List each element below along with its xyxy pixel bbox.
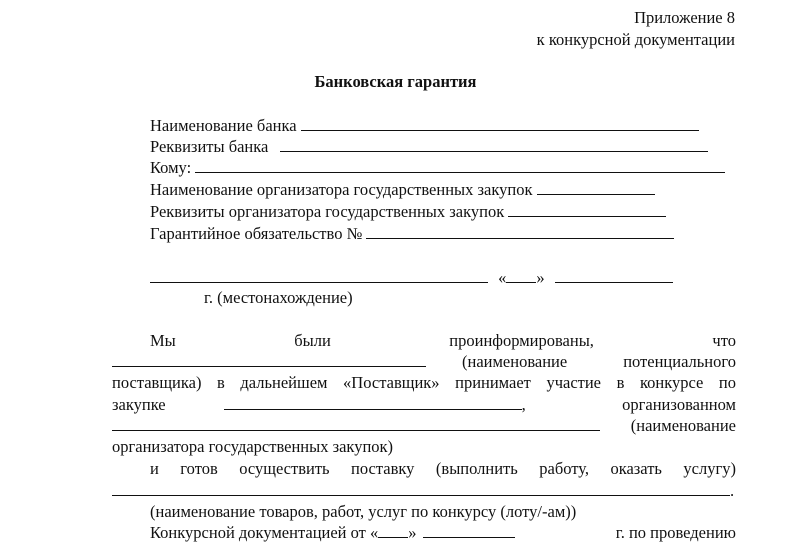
tender-close-quote: »	[408, 523, 417, 542]
city-location-label: г. (местонахождение)	[204, 288, 353, 307]
body-line-1	[150, 331, 736, 351]
procurement-blank	[224, 395, 522, 410]
recipient-blank	[195, 158, 725, 173]
appendix-subtitle: к конкурсной документации	[536, 30, 735, 49]
body-line-10	[150, 523, 736, 543]
supplier-potential-hint: потенциального	[623, 352, 736, 371]
tender-month-blank	[423, 523, 515, 538]
organizer-details-label: Реквизиты организатора государственных закупок	[150, 202, 505, 221]
organizer-hint: (наименование	[630, 416, 736, 435]
tender-conduct-label: г. по проведению	[615, 523, 736, 542]
goods-blank	[112, 481, 730, 496]
body-word-we: Мы	[150, 331, 176, 350]
body-line-4	[112, 395, 736, 415]
supplier-name-blank	[112, 352, 426, 367]
tender-day-blank	[378, 523, 408, 538]
bank-name-row	[150, 116, 699, 136]
date-open-quote: «	[498, 268, 507, 287]
body-line-3: поставщика) в дальнейшем «Поставщик» принимает участие в конкурсе по	[112, 373, 736, 392]
place-blank	[150, 268, 488, 283]
body-line-2	[112, 352, 736, 372]
bank-name-blank	[301, 116, 699, 131]
organizer-name-blank	[537, 180, 655, 195]
procurement-comma: ,	[521, 395, 526, 414]
goods-period: .	[730, 481, 735, 500]
body-line-7: и готов осуществить поставку (выполнить работу, оказать услугу)	[150, 459, 736, 478]
bank-details-row	[150, 137, 708, 157]
month-year-blank	[555, 268, 673, 283]
appendix-number: Приложение 8	[634, 8, 735, 27]
organized-by-label: организованном	[622, 395, 736, 414]
guarantee-number-label: Гарантийное обязательство №	[150, 224, 363, 243]
tender-doc-from: Конкурсной документацией от «	[150, 523, 379, 542]
document-title: Банковская гарантия	[314, 72, 477, 91]
organizer-name-row	[150, 180, 655, 200]
guarantee-number-row	[150, 224, 674, 244]
bank-name-label: Наименование банка	[150, 116, 297, 135]
body-line-9: (наименование товаров, работ, услуг по конкурсу (лоту/-ам))	[150, 502, 577, 521]
body-line-8	[112, 481, 734, 501]
body-word-that: что	[712, 331, 736, 350]
body-line-6: организатора государственных закупок)	[112, 437, 394, 456]
guarantee-number-blank	[366, 224, 674, 239]
day-blank	[506, 268, 536, 283]
bank-details-label: Реквизиты банка	[150, 137, 269, 156]
date-close-quote: »	[536, 268, 545, 287]
recipient-row	[150, 158, 725, 178]
recipient-label: Кому:	[150, 158, 192, 177]
procurement-label: закупке	[112, 395, 166, 414]
supplier-name-hint: (наименование	[462, 352, 568, 371]
body-word-were: были	[294, 331, 331, 350]
body-line-5	[112, 416, 736, 436]
body-word-informed: проинформированы,	[449, 331, 594, 350]
organizer-details-blank	[508, 202, 666, 217]
organizer-blank	[112, 416, 600, 431]
date-place-row	[150, 268, 673, 288]
organizer-details-row	[150, 202, 666, 222]
bank-details-blank	[280, 137, 708, 152]
organizer-name-label: Наименование организатора государственных закупок	[150, 180, 533, 199]
